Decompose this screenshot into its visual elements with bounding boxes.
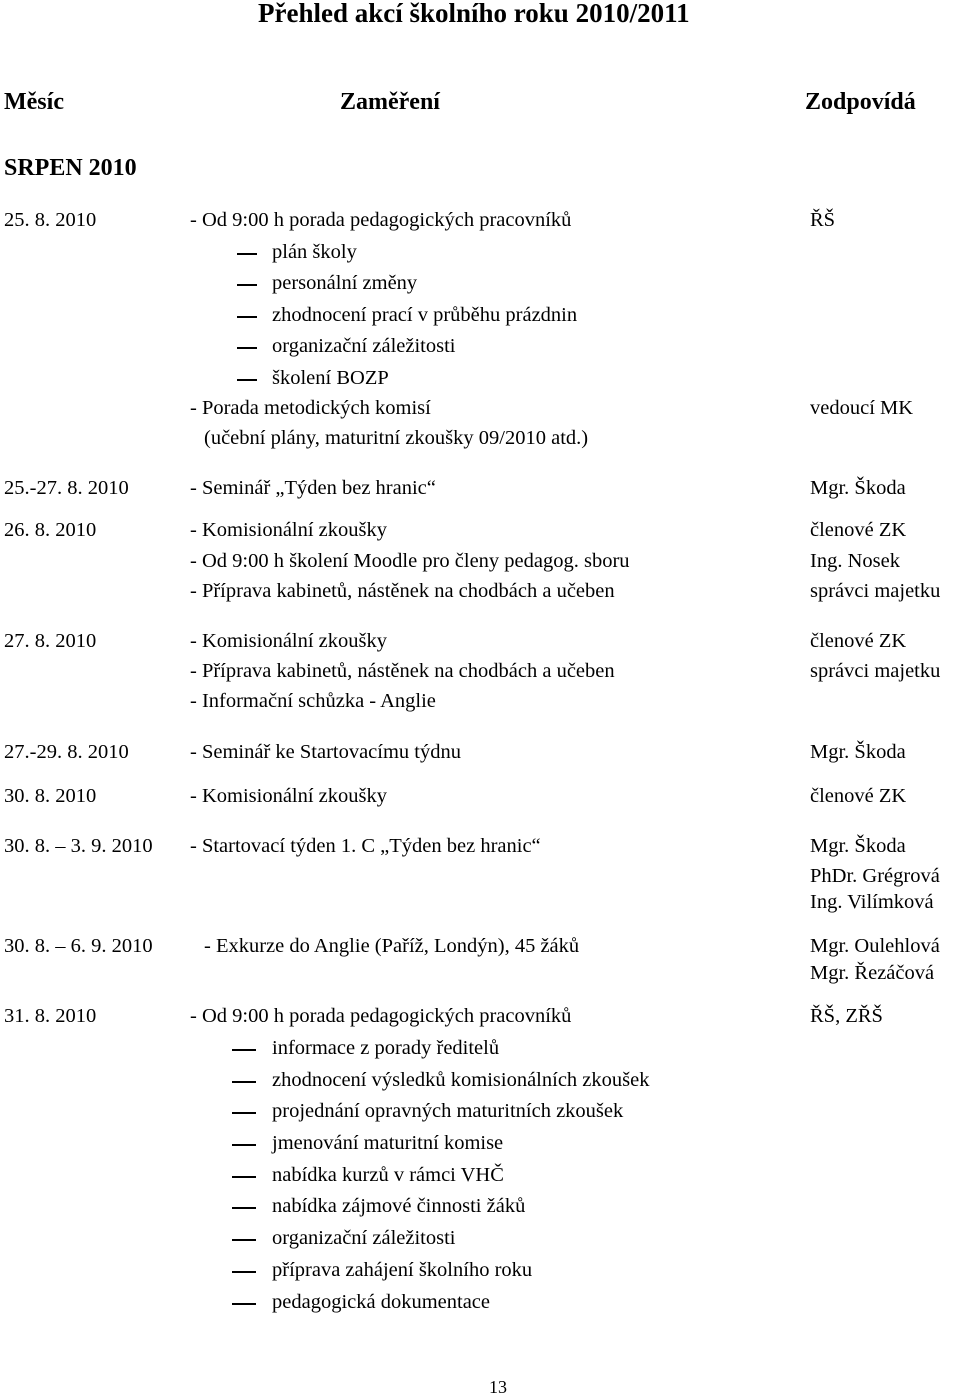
entry-line: - Seminář „Týden bez hranic“ xyxy=(190,477,436,499)
entry-subitem: plán školy xyxy=(272,241,357,263)
entry-subitem: jmenování maturitní komise xyxy=(272,1132,504,1154)
entry-responsible: ŘŠ xyxy=(810,209,836,231)
entry-subitem: pedagogická dokumentace xyxy=(272,1291,491,1313)
entry-responsible: ŘŠ, ZŘŠ xyxy=(810,1005,883,1027)
entry-line: - Porada metodických komisí xyxy=(190,397,431,419)
entry-responsible: členové ZK xyxy=(810,519,907,541)
entry-line: - Informační schůzka - Anglie xyxy=(190,690,436,712)
entry-subitem: nabídka zájmové činnosti žáků xyxy=(272,1195,526,1217)
entry-line: - Startovací týden 1. C „Týden bez hranic“ xyxy=(190,835,541,857)
entry-responsible: PhDr. Grégrová xyxy=(810,865,940,887)
column-header-responsible: Zodpovídá xyxy=(805,89,916,115)
entry-line: - Od 9:00 h porada pedagogických pracovníků xyxy=(190,209,572,231)
bullet-dash xyxy=(232,1049,256,1051)
page-number: 13 xyxy=(489,1377,507,1397)
bullet-dash xyxy=(237,253,257,255)
entry-subitem: projednání opravných maturitních zkoušek xyxy=(272,1100,624,1122)
entry-line: - Seminář ke Startovacímu týdnu xyxy=(190,741,461,763)
bullet-dash xyxy=(237,379,257,381)
entry-line: - Exkurze do Anglie (Paříž, Londýn), 45 žáků xyxy=(204,935,580,957)
entry-date: 26. 8. 2010 xyxy=(4,519,97,541)
bullet-dash xyxy=(237,284,257,286)
entry-responsible: Ing. Nosek xyxy=(810,550,900,572)
entry-subitem: personální změny xyxy=(272,272,418,294)
entry-subitem: organizační záležitosti xyxy=(272,335,456,357)
entry-subitem: zhodnocení prací v průběhu prázdnin xyxy=(272,304,578,326)
bullet-dash xyxy=(232,1176,256,1178)
column-header-month: Měsíc xyxy=(4,89,64,115)
bullet-dash xyxy=(232,1207,256,1209)
entry-subitem: zhodnocení výsledků komisionálních zkoušek xyxy=(272,1069,650,1091)
entry-subitem: nabídka kurzů v rámci VHČ xyxy=(272,1164,504,1186)
entry-line: - Od 9:00 h porada pedagogických pracovníků xyxy=(190,1005,572,1027)
bullet-dash xyxy=(237,316,257,318)
entry-subitem: příprava zahájení školního roku xyxy=(272,1259,533,1281)
entry-responsible: Mgr. Škoda xyxy=(810,835,906,857)
bullet-dash xyxy=(232,1144,256,1146)
bullet-dash xyxy=(232,1303,256,1305)
entry-line: - Komisionální zkoušky xyxy=(190,785,388,807)
entry-responsible: vedoucí MK xyxy=(810,397,914,419)
page-title: Přehled akcí školního roku 2010/2011 xyxy=(258,0,690,28)
bullet-dash xyxy=(232,1239,256,1241)
entry-date: 27.-29. 8. 2010 xyxy=(4,741,129,763)
entry-responsible: správci majetku xyxy=(810,580,941,602)
entry-line: (učební plány, maturitní zkoušky 09/2010 atd.) xyxy=(204,427,589,449)
section-heading: SRPEN 2010 xyxy=(4,155,137,181)
bullet-dash xyxy=(237,347,257,349)
entry-subitem: informace z porady ředitelů xyxy=(272,1037,500,1059)
bullet-dash xyxy=(232,1081,256,1083)
entry-subitem: školení BOZP xyxy=(272,367,389,389)
entry-date: 25. 8. 2010 xyxy=(4,209,97,231)
entry-date: 31. 8. 2010 xyxy=(4,1005,97,1027)
column-header-focus: Zaměření xyxy=(340,89,440,115)
entry-responsible: Mgr. Řezáčová xyxy=(810,962,935,984)
bullet-dash xyxy=(232,1271,256,1273)
bullet-dash xyxy=(232,1112,256,1114)
entry-date: 25.-27. 8. 2010 xyxy=(4,477,129,499)
entry-date: 30. 8. – 6. 9. 2010 xyxy=(4,935,153,957)
entry-line: - Komisionální zkoušky xyxy=(190,519,388,541)
entry-responsible: členové ZK xyxy=(810,785,907,807)
entry-line: - Příprava kabinetů, nástěnek na chodbách a učeben xyxy=(190,580,615,602)
entry-responsible: členové ZK xyxy=(810,630,907,652)
entry-subitem: organizační záležitosti xyxy=(272,1227,456,1249)
entry-date: 30. 8. 2010 xyxy=(4,785,97,807)
entry-responsible: Ing. Vilímková xyxy=(810,891,934,913)
entry-line: - Příprava kabinetů, nástěnek na chodbách a učeben xyxy=(190,660,615,682)
entry-line: - Od 9:00 h školení Moodle pro členy pedagog. sboru xyxy=(190,550,630,572)
entry-responsible: Mgr. Škoda xyxy=(810,741,906,763)
entry-date: 30. 8. – 3. 9. 2010 xyxy=(4,835,153,857)
entry-responsible: Mgr. Škoda xyxy=(810,477,906,499)
entry-responsible: Mgr. Oulehlová xyxy=(810,935,940,957)
entry-line: - Komisionální zkoušky xyxy=(190,630,388,652)
entry-date: 27. 8. 2010 xyxy=(4,630,97,652)
entry-responsible: správci majetku xyxy=(810,660,941,682)
